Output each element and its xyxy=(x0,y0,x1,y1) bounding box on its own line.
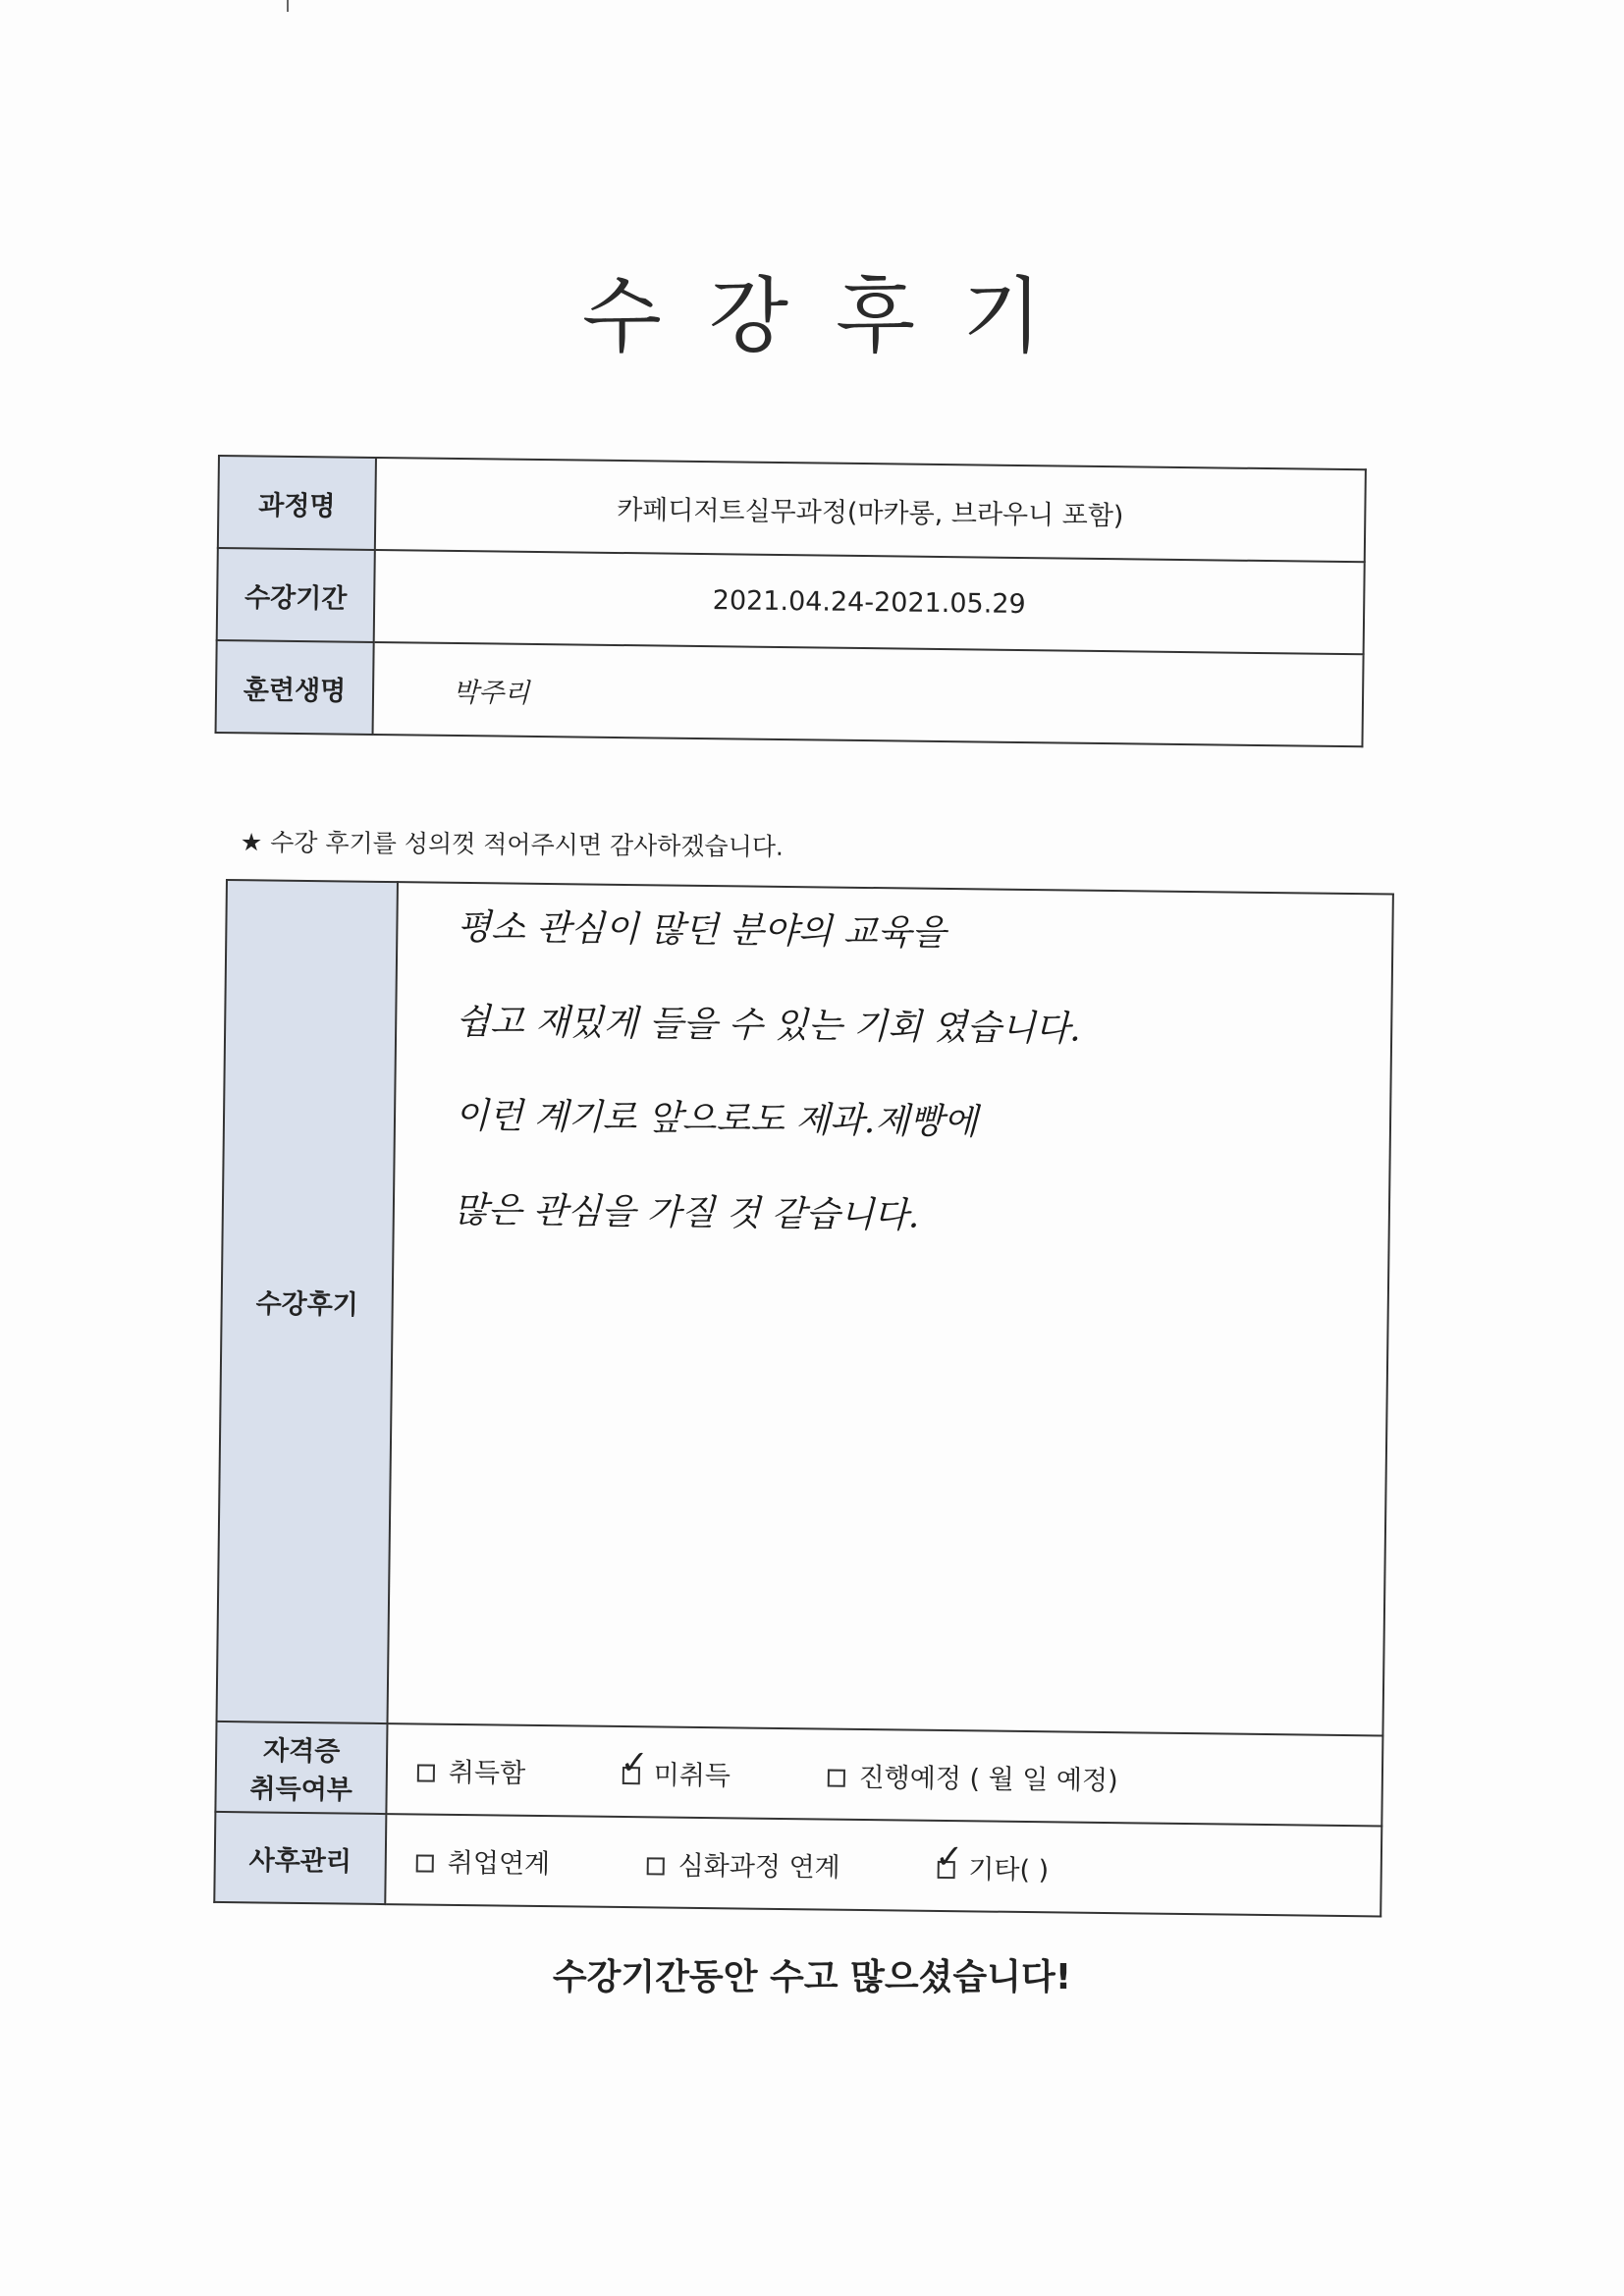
review-line: 쉽고 재밌게 들을 수 있는 기회 였습니다. xyxy=(455,1001,1081,1050)
period-value: 2021.04.24-2021.05.29 xyxy=(374,550,1365,654)
certificate-label-line2: 취득여부 xyxy=(249,1774,353,1806)
review-line: 이런 계기로 앞으로도 제과.제빵에 xyxy=(454,1095,978,1143)
review-table xyxy=(213,879,1394,1917)
period-label: 수강기간 xyxy=(217,548,375,642)
trainee-name-handwritten[interactable]: 박주리 xyxy=(373,642,1364,746)
course-info-table xyxy=(215,455,1367,747)
certificate-option-acquired[interactable] xyxy=(417,1750,526,1789)
aftercare-options xyxy=(385,1814,1381,1916)
option-label: 취업연계 xyxy=(447,1847,551,1880)
checkbox-icon[interactable] xyxy=(416,1854,434,1872)
aftercare-row xyxy=(214,1812,1381,1917)
certificate-label xyxy=(215,1722,387,1814)
period-row xyxy=(217,548,1365,654)
course-row xyxy=(218,456,1366,562)
certificate-options xyxy=(386,1723,1382,1826)
course-name-label: 과정명 xyxy=(218,456,376,550)
review-text-area[interactable] xyxy=(388,882,1393,1735)
option-label: 미취득 xyxy=(653,1759,731,1791)
checkbox-icon[interactable] xyxy=(417,1764,435,1781)
course-name-value: 카페디저트실무과정(마카롱, 브라우니 포함) xyxy=(375,458,1366,562)
option-label: 기타( ) xyxy=(968,1853,1050,1886)
certificate-label-line1: 자격증 xyxy=(262,1735,341,1768)
review-label: 수강후기 xyxy=(217,880,398,1723)
notice-text: ★ 수강 후기를 성의껏 적어주시면 감사하겠습니다. xyxy=(240,827,785,861)
review-line: 많은 관심을 가질 것 같습니다. xyxy=(453,1189,920,1236)
aftercare-label: 사후관리 xyxy=(214,1812,386,1904)
page-title: 수강후기 xyxy=(581,268,1090,364)
aftercare-option-advanced[interactable] xyxy=(646,1843,840,1884)
option-label: 취득함 xyxy=(448,1757,526,1789)
checkbox-icon[interactable] xyxy=(647,1857,665,1875)
trainee-row xyxy=(216,640,1364,746)
option-label: 심화과정 연계 xyxy=(677,1850,840,1884)
checked-checkbox-icon[interactable] xyxy=(623,1767,640,1784)
option-label: 진행예정 ( 월 일 예정) xyxy=(858,1762,1118,1796)
checked-checkbox-icon[interactable] xyxy=(937,1861,954,1879)
certificate-option-not-acquired[interactable] xyxy=(623,1753,731,1792)
certificate-option-scheduled[interactable] xyxy=(827,1755,1118,1797)
review-row xyxy=(217,880,1393,1735)
scan-edge-mark xyxy=(287,0,289,12)
trainee-label: 훈련생명 xyxy=(216,640,374,735)
checkbox-icon[interactable] xyxy=(827,1770,844,1787)
aftercare-option-employment[interactable] xyxy=(416,1840,551,1881)
certificate-row xyxy=(215,1722,1382,1827)
review-line: 평소 관심이 많던 분야의 교육을 xyxy=(457,906,947,954)
closing-message: 수강기간동안 수고 많으셨습니다! xyxy=(552,1957,1072,1997)
aftercare-option-other[interactable] xyxy=(937,1846,1049,1886)
